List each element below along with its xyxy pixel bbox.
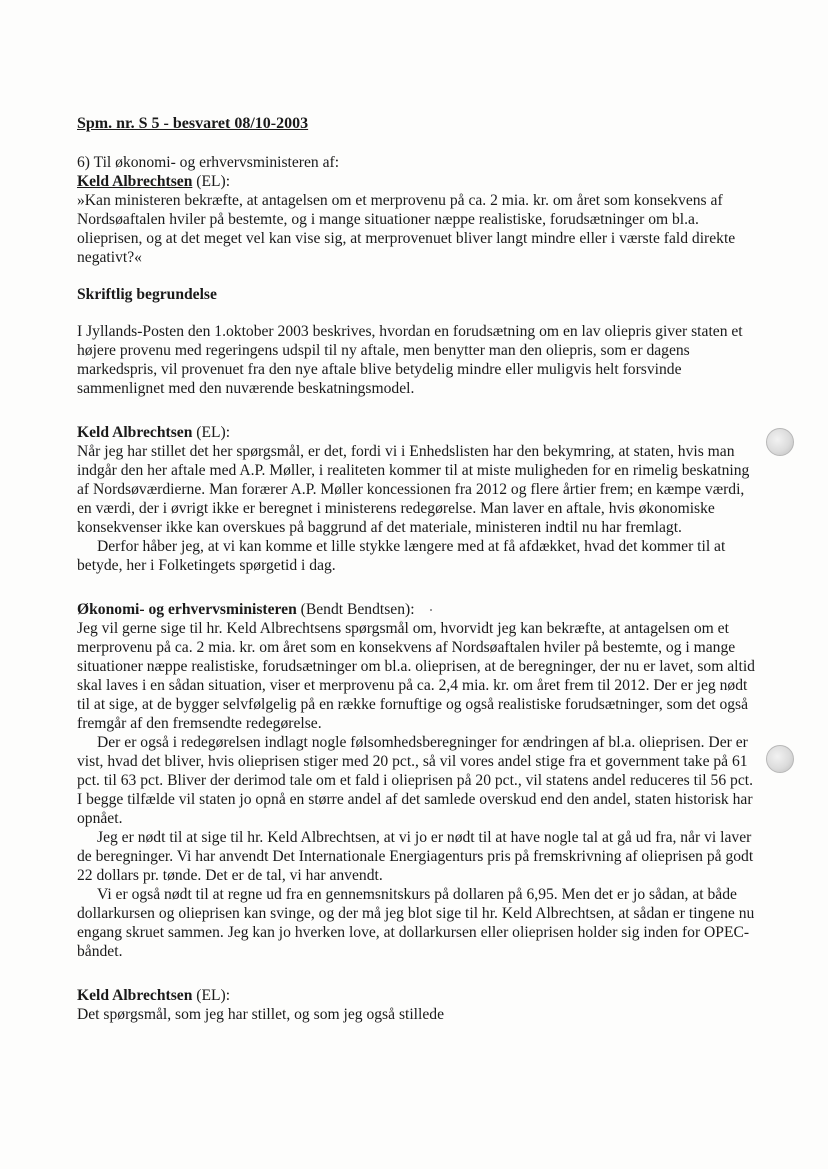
speaker-name: Keld Albrechtsen [77,987,193,1004]
speaker-line [77,600,757,619]
speaker-name: Økonomi- og erhvervsministeren [77,601,297,618]
written-reason-title: Skriftlig begrundelse [77,286,217,303]
speaker-line [77,986,757,1005]
punch-hole-mark [766,745,794,773]
speaker-party: (Bendt Bendtsen): [296,601,415,618]
speech-paragraph: Jeg er nødt til at sige til hr. Keld Albrechtsen, at vi jo er nødt til at have nogle tal at gå ud fra, når vi laver de beregninger. Vi har anvendt Det Internationale Energiagenturs pris på fremskrivning af olieprisen på godt 22 dollars pr. tønde. Det er de tal, vi har anvendt. [77,829,754,884]
punch-hole-mark [766,428,794,456]
question-text: »Kan ministeren bekræfte, at antagelsen om et merprovenu på ca. 2 mia. kr. om året som konsekvens af Nordsøaftalen hviler på bestemte, og i mange situationer næppe realistiske, forudsætninger om bl.a. olieprisen, og at det meget vel kan vise sig, at merprovenuet bliver langt mindre eller i værste fald direkte negativt?« [77,192,736,266]
speaker-party: (EL): [192,987,231,1004]
speech-paragraph: Der er også i redegørelsen indlagt nogle følsomhedsberegninger for ændringen af bl.a. olieprisen. Der er vist, hvad det bliver, hvis olieprisen stiger med 20 pct., så vil vores andel stige fra et government take på 61 pct. til 63 pct. Bliver der derimod tale om et fald i olieprisen på 20 pct., vil statens andel reduceres til 56 pct. I begge tilfælde vil staten jo opnå en større andel af det samlede overskud end den andel, staten historisk har opnået. [77,734,753,827]
speech-block [77,423,757,575]
speech-paragraph: Når jeg har stillet det her spørgsmål, er det, fordi vi i Enhedslisten har den bekymring, at staten, hvis man indgår den her aftale med A.P. Møller, i realiteten kommer til at miste muligheden for en rimelig beskatning af Nordsøværdierne. Man forærer A.P. Møller koncessionen fra 2012 og flere årtier frem; en kæmpe værdi, en værdi, der i øvrigt ikke er beregnet i ministerens redegørelse. Man laver en aftale, hvis økonomiske konsekvenser ikke kan overskues på baggrund af det materiale, ministeren indtil nu har fremlagt. [77,443,750,536]
speech-paragraph: Jeg vil gerne sige til hr. Keld Albrechtsens spørgsmål om, hvorvidt jeg kan bekræfte, at antagelsen om et merprovenu på ca. 2 mia. kr. om året som en konsekvens af Nordsøaftalen hviler på bestemte, og i mange situationer næppe realistiske, forudsætninger om bl.a. olieprisen, at de beregninger, der nu er lavet, som altid skal laves i en sådan situation, viser et merprovenu på ca. 2,4 mia. kr. om året frem til 2012. Der er jeg nødt til at sige, at de bygger selvfølgelig på en række fornuftige og også realistiske forudsætninger, som det også fremgår af den fremsendte redegørelse. [77,620,755,732]
speaker-name: Keld Albrechtsen [77,424,193,441]
speech-block [77,600,757,961]
speaker-line [77,423,757,442]
speech-paragraph: Vi er også nødt til at regne ud fra en gennemsnitskurs på dollaren på 6,95. Men det er jo sådan, at både dollarkursen og olieprisen kan svinge, og der må jeg blot sige til hr. Keld Albrechtsen, at sådan er tingene nu engang skruet sammen. Jeg kan jo hverken love, at dollarkursen eller olieprisen holder sig inden for OPEC-båndet. [77,886,755,960]
document-body [77,114,757,1024]
asker-line [77,172,757,191]
speech-block [77,986,757,1024]
asker-name: Keld Albrechtsen [77,173,193,190]
asker-party: (EL): [192,173,231,190]
question-intro: 6) Til økonomi- og erhvervsministeren af: [77,154,340,171]
speech-paragraph: Derfor håber jeg, at vi kan komme et lille stykke længere med at få afdækket, hvad det kommer til at betyde, her i Folketingets spørgetid i dag. [77,538,726,574]
written-reason-text: I Jyllands-Posten den 1.oktober 2003 beskrives, hvordan en forudsætning om en lav oliepris giver staten et højere provenu med regeringens udspil til ny aftale, men benytter man den oliepris, som er dagens markedspris, vil provenuet fra den nye aftale blive betydelig mindre eller muligvis helt forsvinde sammenlignet med den nuværende beskatningsmodel. [77,323,743,397]
speech-paragraph: Det spørgsmål, som jeg har stillet, og som jeg også stillede [77,1006,444,1023]
question-number-heading: Spm. nr. S 5 - besvaret 08/10-2003 [77,115,309,132]
speaker-party: (EL): [192,424,231,441]
